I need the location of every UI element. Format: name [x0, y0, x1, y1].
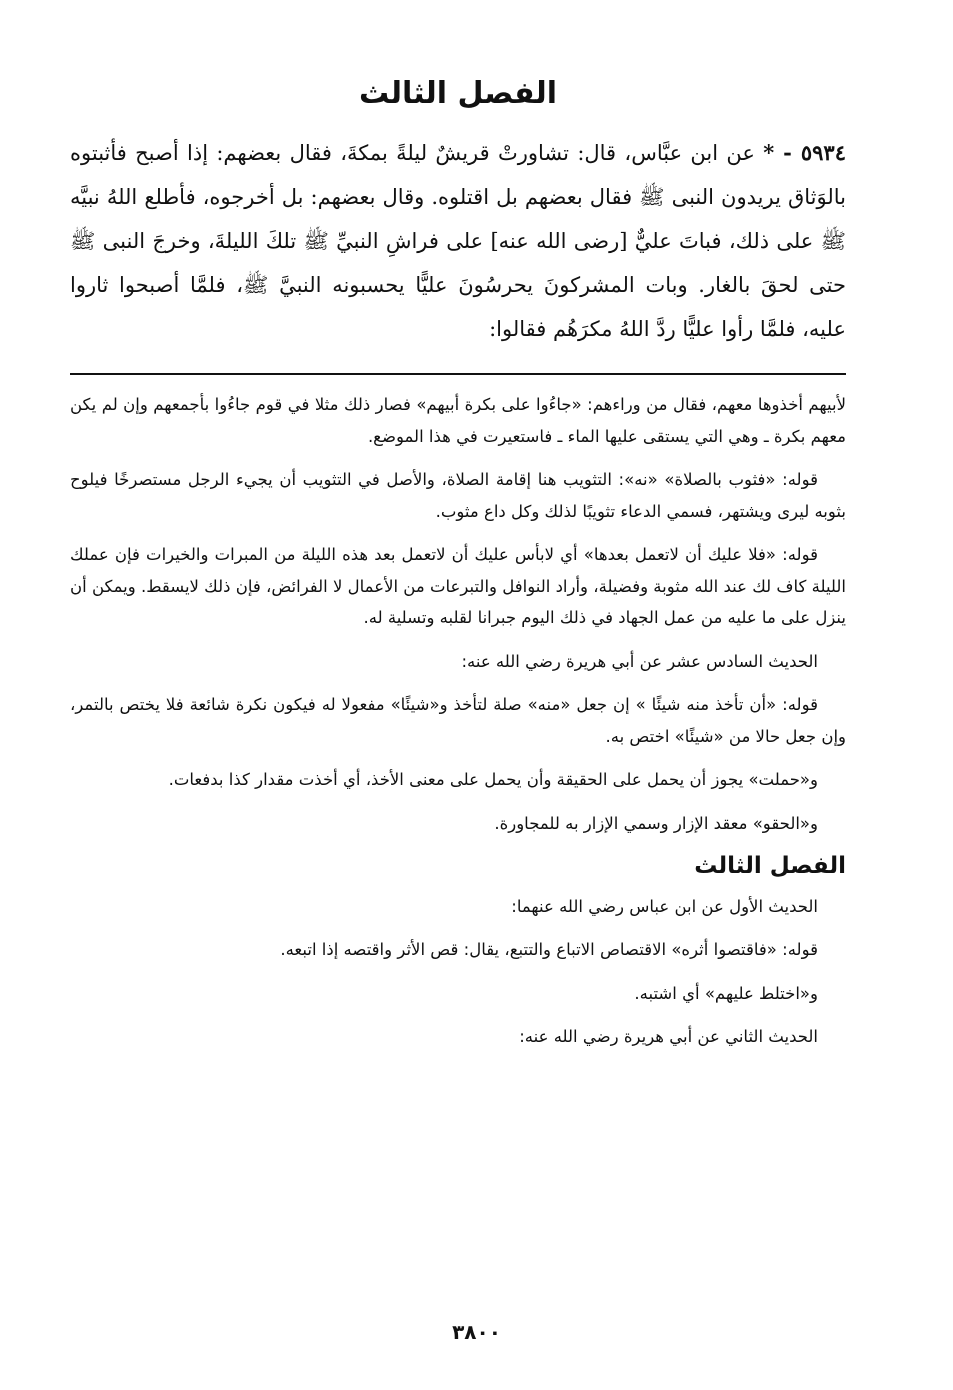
section-paragraph: الحديث الأول عن ابن عباس رضي الله عنهما: — [511, 896, 818, 916]
commentary-paragraph: و«حملت» يجوز أن يحمل على الحقيقة وأن يحمل على معنى الأخذ، أي أخذت مقدار كذا بدفعات. — [168, 770, 818, 789]
commentary-paragraph: و«الحقو» معقد الإزار وسمي الإزار به للمجاورة. — [494, 813, 818, 833]
hadith-text: عن ابن عبَّاس، قال: تشاورتْ قريشٌ ليلةً بمكةَ، فقال بعضهم: إذا أصبح فأثبتوه بالوَثاق يريدون النبى ﷺ فقال بعضهم بل اقتلوه. وقال بعضهم: بل أخرجوه، فأطلع اللهُ نبيَّه ﷺ على ذلك، فباتَ عليٌّ [رضى الله عنه] على فراشِ النبيِّ ﷺ تلكَ الليلةَ، وخرجَ النبى ﷺ حتى لحقَ بالغار. وبات المشركونَ يحرسُونَ عليًّا يحسبونه النبيَّ ﷺ، فلمَّا أصبحوا ثاروا عليه، فلمَّا رأوا عليًّا ردَّ اللهُ مكرَهُم فقالوا: — [70, 141, 846, 341]
commentary-block — [70, 389, 846, 1053]
chapter-title: الفصل الثالث — [358, 76, 557, 111]
commentary-paragraph: قوله: «أن تأخذ منه شيئًا » إن جعل «منه» صلة لتأخذ و«شيئًا» مفعولا له فيكون نكرة شائعة فلا يختص بالتمر، وإن جعل حالا من «شيئًا» اختص به. — [70, 695, 846, 746]
section-paragraph: الحديث الثاني عن أبي هريرة رضي الله عنه: — [519, 1027, 818, 1046]
hadith-number: ٥٩٣٤ - * — [763, 140, 846, 165]
commentary-paragraph: قوله: «فثوب بالصلاة» «نه»: التثويب هنا إقامة الصلاة، والأصل في التثويب أن يجيء الرجل مستصرخًا فيلوح بثوبه ليرى ويشتهر، فسمي الدعاء تثويبًا لذلك وكل داع مثوب. — [70, 470, 846, 521]
footnote-divider — [70, 373, 846, 375]
commentary-paragraph: قوله: «فلا عليك أن لاتعمل بعدها» أي لابأس عليك أن لاتعمل بعد هذه الليلة من المبرات والخيرات فإن عملك الليلة كاف لك عند الله مثوبة وفضيلة، وأراد النوافل والتبرعات من الأعمال لا الفرائض، فإن ذلك لايسقط. ويمكن أن ينزل على ما عليه من عمل الجهاد في ذلك اليوم جبرانا لقلبه وتسلية له. — [70, 545, 846, 627]
page-number: ٣٨٠٠ — [452, 1320, 501, 1344]
section-paragraph: قوله: «فاقتصوا أثره» الاقتصاص الاتباع والتتبع، يقال: قص الأثر واقتصه إذا اتبعه. — [280, 940, 818, 959]
page-content — [70, 76, 846, 1065]
commentary-paragraph: الحديث السادس عشر عن أبي هريرة رضي الله عنه: — [461, 651, 818, 671]
section-title: الفصل الثالث — [694, 853, 846, 879]
section-paragraph: و«اختلط عليهم» أي اشتبه. — [634, 983, 818, 1003]
main-hadith — [70, 131, 846, 351]
commentary-paragraph: لأبيهم أخذوها معهم، فقال من وراءهم: «جاءُوا على بكرة أبيهم» فصار ذلك مثلا في قوم جاءُوا بأجمعهم وإن لم يكن معهم بكرة ـ وهي التي يستقى عليها الماء ـ فاستعيرت في هذا الموضع. — [70, 395, 846, 446]
